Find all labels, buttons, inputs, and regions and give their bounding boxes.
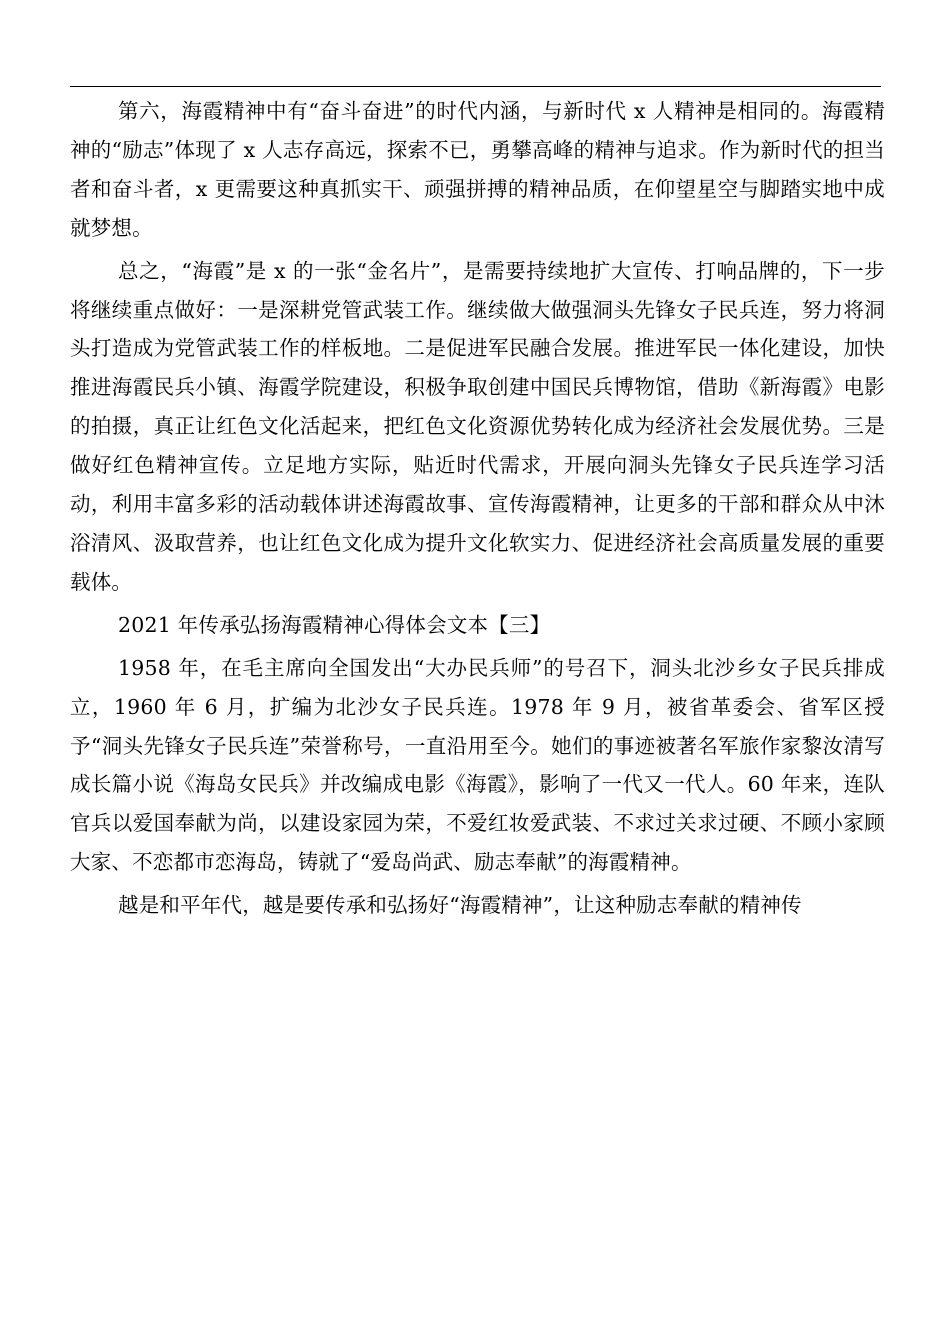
paragraph: 第六，海霞精神中有“奋斗奋进”的时代内涵，与新时代 x 人精神是相同的。海霞精神的“励志”体现了 x 人志存高远，探索不已，勇攀高峰的精神与追求。作为新时代的担当者和奋斗者，x 更需要这种真抓实干、顽强拼搏的精神品质，在仰望星空与脚踏实地中成就梦想。	[70, 99, 885, 240]
section-heading: 2021 年传承弘扬海霞精神心得体会文本【三】	[118, 612, 551, 637]
paragraph: 总之，“海霞”是 x 的一张“金名片”，是需要持续地扩大宣传、打响品牌的，下一步将继续重点做好：一是深耕党管武装工作。继续做大做强洞头先锋女子民兵连，努力将洞头打造成为党管武装工作的样板地。二是促进军民融合发展。推进军民一体化建设，加快推进海霞民兵小镇、海霞学院建设，积极争取创建中国民兵博物馆，借助《新海霞》电影的拍摄，真正让红色文化活起来，把红色文化资源优势转化成为经济社会发展优势。三是做好红色精神宣传。立足地方实际，贴近时代需求，开展向洞头先锋女子民兵连学习活动，利用丰富多彩的活动载体讲述海霞故事、宣传海霞精神，让更多的干部和群众从中沐浴清风、汲取营养，也让红色文化成为提升文化软实力、促进经济社会高质量发展的重要载体。	[70, 258, 885, 594]
paragraph: 1958 年，在毛主席向全国发出“大办民兵师”的号召下，洞头北沙乡女子民兵排成立，1960 年 6 月，扩编为北沙女子民兵连。1978 年 9 月，被省革委会、省军区授予“洞头先锋女子民兵连”荣誉称号，一直沿用至今。她们的事迹被著名军旅作家黎汝清写成长篇小说《海岛女民兵》并改编成电影《海霞》，影响了一代又一代人。60 年来，连队官兵以爱国奉献为尚，以建设家园为荣，不爱红妆爱武装、不求过关求过硬、不顾小家顾大家、不恋都市恋海岛，铸就了“爱岛尚武、励志奉献”的海霞精神。	[70, 655, 885, 875]
document-body	[70, 92, 885, 925]
paragraph: 越是和平年代，越是要传承和弘扬好“海霞精神”，让这种励志奉献的精神传	[118, 893, 802, 918]
header-rule	[70, 86, 881, 87]
